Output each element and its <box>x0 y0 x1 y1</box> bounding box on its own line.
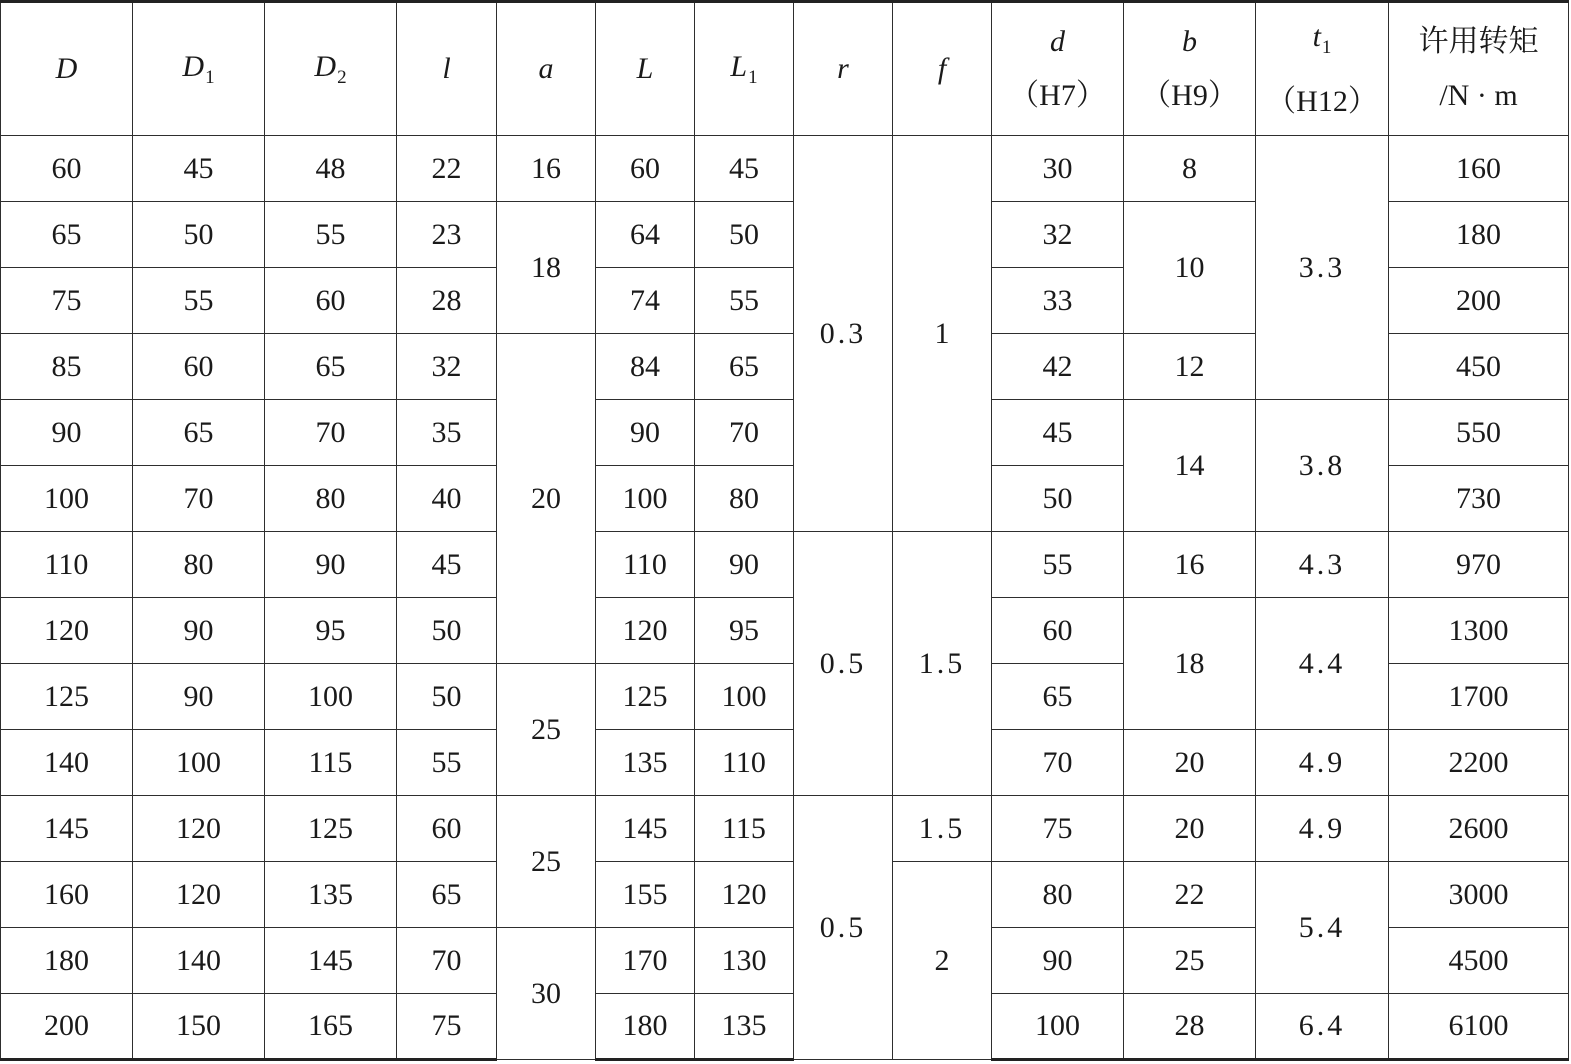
cell-L: 84 <box>596 334 695 400</box>
header-t1: $t_1$ （H12） <box>1256 2 1389 136</box>
cell-D: 65 <box>1 202 133 268</box>
cell-torque: 970 <box>1389 532 1569 598</box>
cell-l: 40 <box>397 466 497 532</box>
cell-L1: 90 <box>695 532 794 598</box>
cell-L: 135 <box>596 730 695 796</box>
cell-l: 23 <box>397 202 497 268</box>
cell-a: 25 <box>497 796 596 928</box>
cell-L1: 65 <box>695 334 794 400</box>
cell-L1: 45 <box>695 136 794 202</box>
cell-a: 18 <box>497 202 596 334</box>
cell-r: 0.3 <box>794 136 893 532</box>
cell-l: 70 <box>397 928 497 994</box>
cell-torque: 3000 <box>1389 862 1569 928</box>
cell-d: 55 <box>992 532 1124 598</box>
cell-D1: 90 <box>133 664 265 730</box>
cell-r: 0.5 <box>794 532 893 796</box>
cell-r: 0.5 <box>794 796 893 1060</box>
cell-D2: 100 <box>265 664 397 730</box>
cell-d: 42 <box>992 334 1124 400</box>
cell-L1: 110 <box>695 730 794 796</box>
cell-D1: 150 <box>133 994 265 1060</box>
cell-d: 32 <box>992 202 1124 268</box>
table-row <box>1 730 1569 796</box>
cell-D: 140 <box>1 730 133 796</box>
header-d: d （H7） <box>992 2 1124 136</box>
cell-t1: 4.9 <box>1256 730 1389 796</box>
cell-d: 100 <box>992 994 1124 1060</box>
cell-d: 30 <box>992 136 1124 202</box>
cell-L: 145 <box>596 796 695 862</box>
cell-D1: 65 <box>133 400 265 466</box>
cell-D: 60 <box>1 136 133 202</box>
header-l: l <box>397 2 497 136</box>
cell-d: 65 <box>992 664 1124 730</box>
cell-l: 35 <box>397 400 497 466</box>
cell-t1: 3.3 <box>1256 136 1389 400</box>
cell-torque: 1700 <box>1389 664 1569 730</box>
cell-L: 74 <box>596 268 695 334</box>
cell-d: 60 <box>992 598 1124 664</box>
cell-d: 50 <box>992 466 1124 532</box>
cell-D1: 90 <box>133 598 265 664</box>
cell-d: 90 <box>992 928 1124 994</box>
header-L: L <box>596 2 695 136</box>
cell-b: 18 <box>1124 598 1256 730</box>
table-row <box>1 862 1569 928</box>
cell-torque: 160 <box>1389 136 1569 202</box>
cell-D: 200 <box>1 994 133 1060</box>
cell-a: 16 <box>497 136 596 202</box>
cell-L1: 50 <box>695 202 794 268</box>
cell-L: 60 <box>596 136 695 202</box>
table-row <box>1 598 1569 664</box>
cell-torque: 2200 <box>1389 730 1569 796</box>
cell-torque: 450 <box>1389 334 1569 400</box>
cell-l: 75 <box>397 994 497 1060</box>
cell-D2: 65 <box>265 334 397 400</box>
cell-D2: 60 <box>265 268 397 334</box>
header-allowable-torque: 许用转矩 /N · m <box>1389 2 1569 136</box>
cell-L1: 95 <box>695 598 794 664</box>
cell-L: 90 <box>596 400 695 466</box>
cell-torque: 2600 <box>1389 796 1569 862</box>
cell-D1: 120 <box>133 862 265 928</box>
cell-L: 170 <box>596 928 695 994</box>
cell-D2: 55 <box>265 202 397 268</box>
header-L1: $L_1$ <box>695 2 794 136</box>
cell-l: 32 <box>397 334 497 400</box>
cell-D1: 80 <box>133 532 265 598</box>
cell-D1: 140 <box>133 928 265 994</box>
cell-L: 180 <box>596 994 695 1060</box>
cell-b: 22 <box>1124 862 1256 928</box>
cell-b: 25 <box>1124 928 1256 994</box>
header-a: a <box>497 2 596 136</box>
cell-torque: 1300 <box>1389 598 1569 664</box>
header-D1: $D_1$ <box>133 2 265 136</box>
cell-a: 30 <box>497 928 596 1060</box>
cell-d: 33 <box>992 268 1124 334</box>
cell-D1: 60 <box>133 334 265 400</box>
cell-L1: 80 <box>695 466 794 532</box>
table-row <box>1 994 1569 1060</box>
cell-a: 25 <box>497 664 596 796</box>
cell-t1: 4.3 <box>1256 532 1389 598</box>
cell-b: 28 <box>1124 994 1256 1060</box>
cell-torque: 550 <box>1389 400 1569 466</box>
cell-t1: 4.9 <box>1256 796 1389 862</box>
cell-D: 160 <box>1 862 133 928</box>
cell-t1: 4.4 <box>1256 598 1389 730</box>
cell-f: 1.5 <box>893 796 992 862</box>
cell-D2: 135 <box>265 862 397 928</box>
cell-l: 28 <box>397 268 497 334</box>
cell-D2: 70 <box>265 400 397 466</box>
cell-D: 90 <box>1 400 133 466</box>
cell-f: 2 <box>893 862 992 1060</box>
header-b: b （H9） <box>1124 2 1256 136</box>
cell-D1: 120 <box>133 796 265 862</box>
cell-D: 125 <box>1 664 133 730</box>
cell-D: 75 <box>1 268 133 334</box>
cell-l: 45 <box>397 532 497 598</box>
cell-L1: 135 <box>695 994 794 1060</box>
cell-L: 100 <box>596 466 695 532</box>
cell-torque: 6100 <box>1389 994 1569 1060</box>
cell-b: 20 <box>1124 730 1256 796</box>
cell-D2: 145 <box>265 928 397 994</box>
cell-L1: 120 <box>695 862 794 928</box>
cell-D1: 55 <box>133 268 265 334</box>
table-row <box>1 532 1569 598</box>
cell-L: 64 <box>596 202 695 268</box>
cell-L1: 130 <box>695 928 794 994</box>
cell-D: 85 <box>1 334 133 400</box>
cell-l: 50 <box>397 598 497 664</box>
cell-L1: 55 <box>695 268 794 334</box>
cell-D1: 50 <box>133 202 265 268</box>
table-row <box>1 136 1569 202</box>
cell-torque: 730 <box>1389 466 1569 532</box>
cell-torque: 200 <box>1389 268 1569 334</box>
cell-D2: 125 <box>265 796 397 862</box>
cell-L1: 70 <box>695 400 794 466</box>
cell-b: 12 <box>1124 334 1256 400</box>
cell-D2: 95 <box>265 598 397 664</box>
cell-l: 22 <box>397 136 497 202</box>
cell-D: 180 <box>1 928 133 994</box>
cell-L: 120 <box>596 598 695 664</box>
cell-l: 60 <box>397 796 497 862</box>
cell-d: 70 <box>992 730 1124 796</box>
cell-D: 145 <box>1 796 133 862</box>
cell-d: 80 <box>992 862 1124 928</box>
cell-D2: 48 <box>265 136 397 202</box>
cell-L1: 115 <box>695 796 794 862</box>
cell-L: 155 <box>596 862 695 928</box>
cell-b: 10 <box>1124 202 1256 334</box>
header-f: f <box>893 2 992 136</box>
cell-b: 14 <box>1124 400 1256 532</box>
cell-t1: 3.8 <box>1256 400 1389 532</box>
cell-L: 125 <box>596 664 695 730</box>
header-r: r <box>794 2 893 136</box>
cell-D: 100 <box>1 466 133 532</box>
cell-D2: 165 <box>265 994 397 1060</box>
cell-b: 20 <box>1124 796 1256 862</box>
header-D: D <box>1 2 133 136</box>
table-row <box>1 796 1569 862</box>
header-D2: $D_2$ <box>265 2 397 136</box>
table-row <box>1 400 1569 466</box>
cell-l: 50 <box>397 664 497 730</box>
cell-t1: 6.4 <box>1256 994 1389 1060</box>
cell-d: 75 <box>992 796 1124 862</box>
cell-D1: 45 <box>133 136 265 202</box>
cell-D: 120 <box>1 598 133 664</box>
cell-f: 1 <box>893 136 992 532</box>
cell-t1: 5.4 <box>1256 862 1389 994</box>
cell-D: 110 <box>1 532 133 598</box>
cell-d: 45 <box>992 400 1124 466</box>
cell-D1: 100 <box>133 730 265 796</box>
cell-l: 55 <box>397 730 497 796</box>
cell-a: 20 <box>497 334 596 664</box>
cell-l: 65 <box>397 862 497 928</box>
cell-f: 1.5 <box>893 532 992 796</box>
cell-b: 8 <box>1124 136 1256 202</box>
header-row <box>1 2 1569 136</box>
cell-D1: 70 <box>133 466 265 532</box>
cell-L: 110 <box>596 532 695 598</box>
cell-D2: 80 <box>265 466 397 532</box>
cell-L1: 100 <box>695 664 794 730</box>
cell-torque: 4500 <box>1389 928 1569 994</box>
cell-D2: 90 <box>265 532 397 598</box>
cell-D2: 115 <box>265 730 397 796</box>
cell-torque: 180 <box>1389 202 1569 268</box>
cell-b: 16 <box>1124 532 1256 598</box>
